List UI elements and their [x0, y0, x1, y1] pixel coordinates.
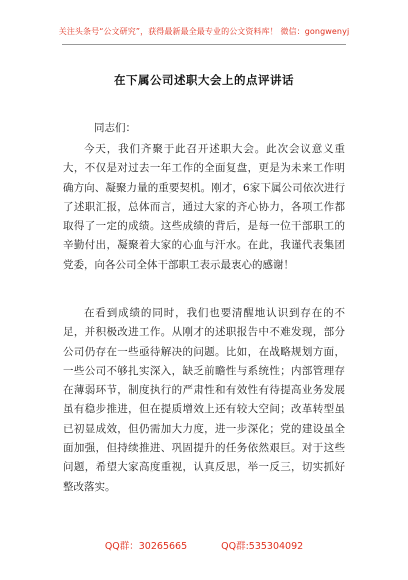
- body-paragraph: 今天，我们齐聚于此召开述职大会。此次会议意义重大，不仅是对过去一年工作的全面复盘，更是为未来工作明确方向、凝聚力量的重要契机。刚才，6家下属公司依次进行了述职汇报，总体而言，通过大家的齐心协力，各项工作都取得了一定的成绩。这些成绩的背后，是每一位干部职工的辛勤付出，凝聚着大家的心血与汗水。在此，我谨代表集团党委，向各公司全体干部职工表示最衷心的感谢！: [63, 143, 345, 271]
- promo-banner: 关注头条号“公文研究”，获得最新最全最专业的公文资料库！ 微信：gongwenyj: [58, 27, 350, 36]
- body-paragraph: 在看到成绩的同时，我们也要清醒地认识到存在的不足，并积极改进工作。从刚才的述职报告中不难发现，部分公司仍存在一些亟待解决的问题。比如，在战略规划方面，一些公司不够扎实深入，缺乏前瞻性与系统性；内部管理存在薄弱环节，制度执行的严肃性和有效性有待提高业务发展虽有稳步推进，但在提质增效上还有较大空间；改革转型虽已初显成效，但仍需加大力度，进一步深化；党的建设虽全面加强，但持续推进、巩固提升的任务依然艰巨。对于这些问题，希望大家高度重视，认真反思，举一反三，切实抓好整改落实。: [63, 307, 345, 493]
- footer-contact: [0, 538, 408, 552]
- qq-group-1: QQ群：30265665: [104, 541, 188, 552]
- salutation: 同志们：: [94, 122, 136, 134]
- header-divider: [62, 44, 346, 45]
- document-title: 在下属公司述职大会上的点评讲话: [114, 73, 294, 87]
- qq-group-2: QQ群:535304092: [221, 541, 304, 552]
